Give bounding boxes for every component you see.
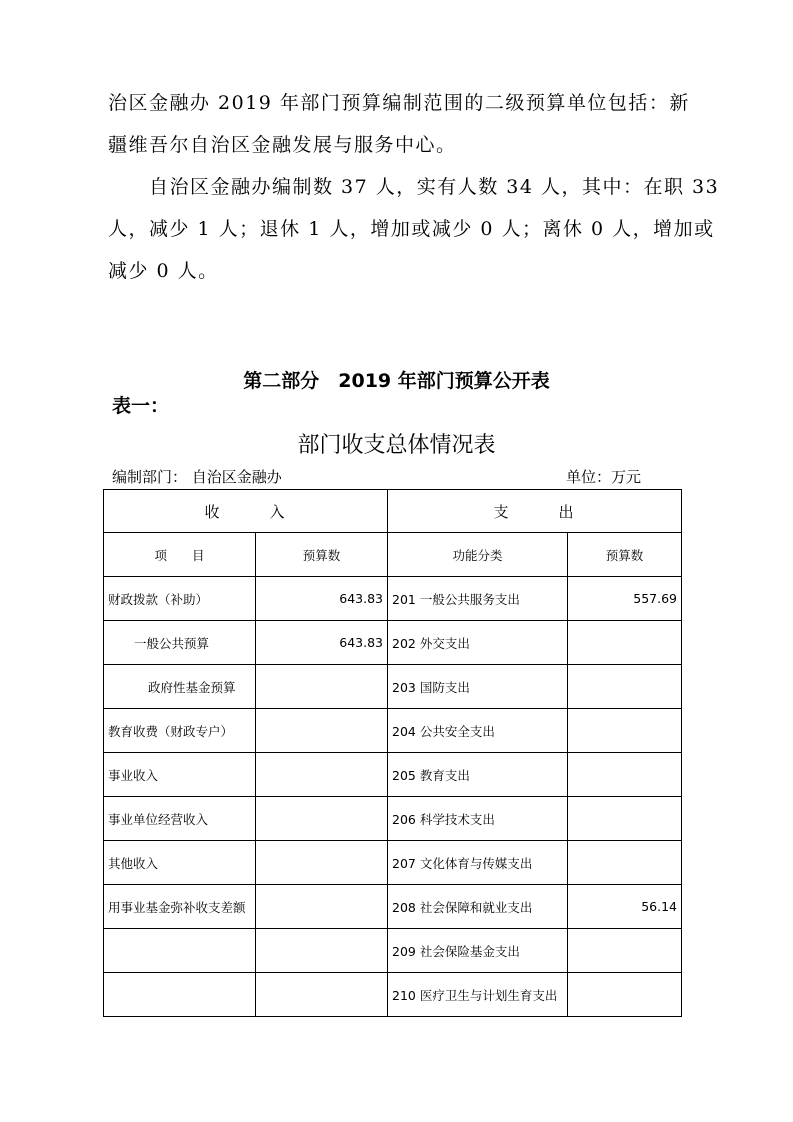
expense-amount-cell: 56.14	[568, 885, 682, 929]
expense-amount-cell	[568, 665, 682, 709]
expense-category-cell: 207 文化体育与传媒支出	[388, 841, 568, 885]
income-amount-cell	[256, 929, 388, 973]
expense-category-cell: 202 外交支出	[388, 621, 568, 665]
column-header: 功能分类	[388, 533, 568, 577]
expense-category-cell: 205 教育支出	[388, 753, 568, 797]
income-amount-cell	[256, 885, 388, 929]
column-header: 预算数	[256, 533, 388, 577]
income-item-cell	[104, 973, 256, 1017]
expense-amount-cell	[568, 621, 682, 665]
table-row	[104, 709, 682, 753]
table-row	[104, 797, 682, 841]
income-item-cell: 一般公共预算	[104, 621, 256, 665]
income-amount-cell	[256, 709, 388, 753]
table-row	[104, 885, 682, 929]
table-row	[104, 577, 682, 621]
unit-label: 单位：万元	[566, 468, 642, 486]
table-row	[104, 841, 682, 885]
expense-amount-cell	[568, 709, 682, 753]
income-amount-cell	[256, 973, 388, 1017]
income-item-cell: 用事业基金弥补收支差额	[104, 885, 256, 929]
expense-amount-cell	[568, 753, 682, 797]
income-amount-cell: 643.83	[256, 621, 388, 665]
table-title: 部门收支总体情况表	[297, 433, 496, 458]
expense-amount-cell	[568, 841, 682, 885]
body-paragraph-line: 自治区金融办编制数 37 人，实有人数 34 人，其中：在职 33	[108, 176, 720, 198]
table-row	[104, 929, 682, 973]
table-label: 表一：	[112, 395, 170, 417]
income-item-cell: 事业收入	[104, 753, 256, 797]
expense-group-header	[388, 490, 682, 533]
table-row	[104, 973, 682, 1017]
income-header-char: 收	[204, 502, 222, 521]
income-group-header	[104, 490, 388, 533]
income-item-cell: 教育收费（财政专户）	[104, 709, 256, 753]
table-row	[104, 753, 682, 797]
income-item-cell: 其他收入	[104, 841, 256, 885]
body-paragraph-line: 疆维吾尔自治区金融发展与服务中心。	[108, 134, 457, 156]
expense-category-cell: 203 国防支出	[388, 665, 568, 709]
income-amount-cell	[256, 841, 388, 885]
income-amount-cell	[256, 665, 388, 709]
section-heading: 第二部分 2019 年部门预算公开表	[243, 370, 550, 392]
income-amount-cell	[256, 797, 388, 841]
body-paragraph-line: 减少 0 人。	[108, 260, 219, 282]
income-item-cell	[104, 929, 256, 973]
expense-category-cell: 210 医疗卫生与计划生育支出	[388, 973, 568, 1017]
expense-amount-cell: 557.69	[568, 577, 682, 621]
column-header: 预算数	[568, 533, 682, 577]
body-paragraph-line: 治区金融办 2019 年部门预算编制范围的二级预算单位包括：新	[108, 92, 690, 114]
expense-category-cell: 208 社会保障和就业支出	[388, 885, 568, 929]
income-amount-cell	[256, 753, 388, 797]
income-header-char: 入	[269, 502, 287, 521]
table-column-header-row	[104, 533, 682, 577]
expense-header-char: 支	[493, 502, 511, 521]
expense-category-cell: 204 公共安全支出	[388, 709, 568, 753]
table-group-header-row	[104, 490, 682, 533]
income-amount-cell: 643.83	[256, 577, 388, 621]
budget-table	[103, 489, 682, 1017]
body-paragraph-line: 人，减少 1 人；退休 1 人，增加或减少 0 人；离休 0 人，增加或	[108, 218, 715, 240]
expense-header-char: 出	[558, 502, 576, 521]
expense-category-cell: 209 社会保险基金支出	[388, 929, 568, 973]
expense-amount-cell	[568, 929, 682, 973]
column-header: 项 目	[104, 533, 256, 577]
expense-amount-cell	[568, 797, 682, 841]
table-row	[104, 621, 682, 665]
income-item-cell: 政府性基金预算	[104, 665, 256, 709]
department-label: 编制部门： 自治区金融办	[112, 468, 282, 486]
expense-category-cell: 206 科学技术支出	[388, 797, 568, 841]
income-item-cell: 事业单位经营收入	[104, 797, 256, 841]
income-item-cell: 财政拨款（补助）	[104, 577, 256, 621]
expense-amount-cell	[568, 973, 682, 1017]
table-row	[104, 665, 682, 709]
expense-category-cell: 201 一般公共服务支出	[388, 577, 568, 621]
